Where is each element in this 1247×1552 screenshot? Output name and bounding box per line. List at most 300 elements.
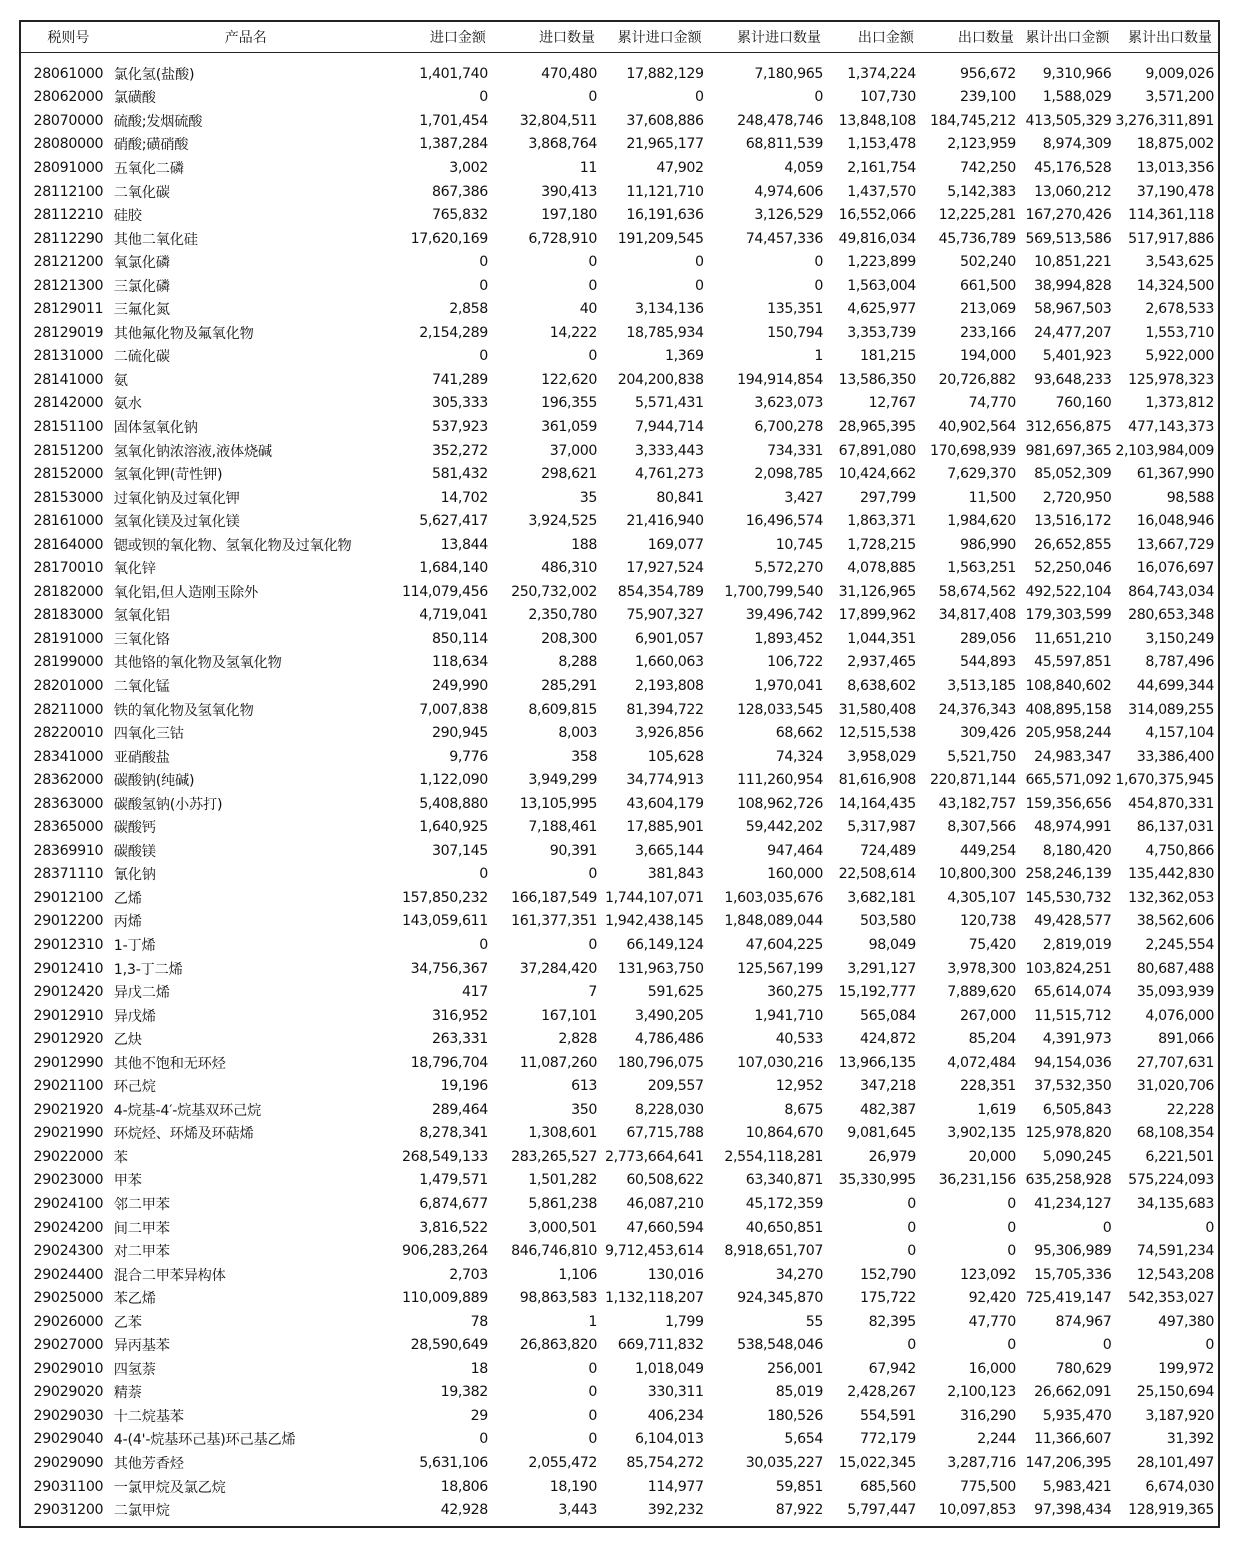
product-name-cell: 碳酸钙 [113, 820, 156, 837]
import-quantity-cell: 3,924,525 [528, 513, 597, 530]
cumulative-import-quantity-cell: 8,675 [784, 1101, 823, 1118]
product-name-cell: 甲苯 [113, 1173, 142, 1190]
cumulative-import-amount-cell: 4,761,273 [635, 466, 704, 483]
import-amount-cell: 765,832 [432, 207, 488, 224]
tariff-code-cell: 28151100 [33, 418, 104, 435]
product-name-cell: 五氧化二磷 [113, 160, 184, 177]
cumulative-import-quantity-cell: 1,700,799,540 [724, 583, 823, 600]
tariff-code-cell: 28164000 [33, 536, 104, 553]
cumulative-import-quantity-cell: 10,745 [775, 536, 823, 553]
cumulative-export-amount-cell: 11,651,210 [1034, 630, 1112, 647]
trade-statistics-table-frame [19, 20, 1220, 1528]
import-quantity-cell: 1,501,282 [528, 1172, 597, 1189]
table-row [27, 345, 1218, 369]
tariff-code-cell: 28121300 [33, 277, 104, 294]
export-amount-cell: 22,508,614 [838, 866, 916, 883]
cumulative-export-quantity-cell: 34,135,683 [1136, 1196, 1214, 1213]
cumulative-export-amount-cell: 5,983,421 [1042, 1478, 1112, 1495]
tariff-code-cell: 28131000 [33, 348, 104, 365]
tariff-code-cell: 29012100 [33, 889, 104, 906]
tariff-code-cell: 29012410 [33, 960, 104, 977]
cumulative-export-amount-cell: 103,824,251 [1025, 960, 1112, 977]
import-amount-cell: 316,952 [432, 1007, 488, 1024]
export-amount-cell: 81,616,908 [838, 772, 916, 789]
product-name-cell: 氧化锌 [113, 561, 156, 578]
import-quantity-cell: 3,443 [558, 1502, 597, 1519]
export-amount-cell: 13,586,350 [838, 371, 916, 388]
export-amount-cell: 15,022,345 [838, 1455, 916, 1472]
product-name-cell: 氯化氢(盐酸) [113, 66, 195, 83]
import-quantity-cell: 0 [588, 254, 597, 271]
tariff-code-cell: 28070000 [33, 112, 104, 129]
tariff-code-cell: 29031100 [33, 1478, 104, 1495]
cumulative-import-amount-cell: 114,977 [647, 1478, 704, 1495]
export-amount-cell: 0 [907, 1196, 916, 1213]
table-row [27, 109, 1218, 133]
tariff-code-cell: 28191000 [33, 630, 104, 647]
cumulative-import-amount-cell: 3,134,136 [635, 301, 704, 318]
cumulative-import-quantity-cell: 74,324 [775, 748, 823, 765]
product-name-cell: 氯磺酸 [113, 90, 156, 107]
export-amount-cell: 15,192,777 [838, 984, 916, 1001]
cumulative-export-amount-cell: 37,532,350 [1034, 1078, 1112, 1095]
cumulative-import-amount-cell: 381,843 [647, 866, 704, 883]
tariff-code-cell: 29012990 [33, 1054, 104, 1071]
export-amount-cell: 1,153,478 [847, 136, 916, 153]
import-quantity-cell: 7,188,461 [528, 819, 597, 836]
header-import-quantity: 进口数量 [539, 30, 595, 46]
export-quantity-cell: 85,204 [968, 1031, 1016, 1048]
cumulative-export-amount-cell: 48,974,991 [1034, 819, 1112, 836]
cumulative-export-quantity-cell: 0 [1205, 1337, 1214, 1354]
cumulative-export-amount-cell: 97,398,434 [1034, 1502, 1112, 1519]
cumulative-export-quantity-cell: 0 [1205, 1219, 1214, 1236]
cumulative-import-quantity-cell: 55 [805, 1313, 823, 1330]
cumulative-import-quantity-cell: 128,033,545 [737, 701, 823, 718]
cumulative-export-quantity-cell: 12,543,208 [1136, 1266, 1214, 1283]
import-quantity-cell: 283,265,527 [511, 1148, 597, 1165]
export-amount-cell: 35,330,995 [838, 1172, 916, 1189]
export-quantity-cell: 289,056 [960, 630, 1016, 647]
table-row [27, 674, 1218, 698]
product-name-cell: 氢氧化铝 [113, 608, 170, 625]
tariff-code-cell: 29024100 [33, 1196, 104, 1213]
table-row [27, 1334, 1218, 1358]
export-amount-cell: 482,387 [859, 1101, 916, 1118]
import-quantity-cell: 90,391 [549, 842, 597, 859]
cumulative-import-amount-cell: 2,773,664,641 [605, 1148, 704, 1165]
export-quantity-cell: 220,871,144 [930, 772, 1016, 789]
export-quantity-cell: 0 [1007, 1196, 1016, 1213]
cumulative-export-amount-cell: 10,851,221 [1034, 254, 1112, 271]
table-row [27, 462, 1218, 486]
export-quantity-cell: 775,500 [960, 1478, 1016, 1495]
product-name-cell: 其他芳香烃 [113, 1456, 184, 1473]
tariff-code-cell: 28182000 [33, 583, 104, 600]
table-row [27, 533, 1218, 557]
export-quantity-cell: 5,142,383 [947, 183, 1016, 200]
import-quantity-cell: 470,480 [541, 65, 597, 82]
import-amount-cell: 143,059,611 [402, 913, 488, 930]
product-name-cell: 氨水 [113, 396, 142, 413]
export-quantity-cell: 3,287,716 [947, 1455, 1016, 1472]
cumulative-export-amount-cell: 492,522,104 [1025, 583, 1112, 600]
cumulative-export-quantity-cell: 16,048,946 [1136, 513, 1214, 530]
product-name-cell: 一氯甲烷及氯乙烷 [113, 1479, 226, 1496]
export-quantity-cell: 5,521,750 [947, 748, 1016, 765]
cumulative-import-amount-cell: 17,927,524 [626, 560, 704, 577]
tariff-code-cell: 28061000 [33, 65, 104, 82]
import-quantity-cell: 358 [571, 748, 597, 765]
cumulative-export-amount-cell: 85,052,309 [1034, 466, 1112, 483]
tariff-code-cell: 29021100 [33, 1078, 104, 1095]
import-quantity-cell: 37,000 [549, 442, 597, 459]
export-amount-cell: 724,489 [859, 842, 916, 859]
cumulative-import-amount-cell: 2,193,808 [635, 677, 704, 694]
table-row [27, 910, 1218, 934]
header-export-quantity: 出口数量 [957, 30, 1014, 46]
cumulative-import-amount-cell: 3,333,443 [635, 442, 704, 459]
export-amount-cell: 13,966,135 [838, 1054, 916, 1071]
cumulative-export-amount-cell: 52,250,046 [1034, 560, 1112, 577]
cumulative-import-amount-cell: 3,490,205 [635, 1007, 704, 1024]
import-amount-cell: 289,464 [432, 1101, 488, 1118]
export-quantity-cell: 12,225,281 [938, 207, 1016, 224]
cumulative-export-quantity-cell: 5,922,000 [1145, 348, 1214, 365]
export-quantity-cell: 75,420 [968, 937, 1016, 953]
cumulative-export-quantity-cell: 575,224,093 [1128, 1172, 1214, 1189]
header-product-name: 产品名 [224, 30, 267, 46]
export-quantity-cell: 228,351 [960, 1078, 1016, 1095]
cumulative-export-quantity-cell: 4,157,104 [1145, 725, 1214, 742]
table-row [27, 1404, 1218, 1428]
header-spacer [27, 52, 1218, 62]
export-amount-cell: 26,979 [868, 1148, 916, 1165]
cumulative-import-quantity-cell: 30,035,227 [745, 1455, 823, 1472]
cumulative-export-amount-cell: 413,505,329 [1025, 112, 1112, 129]
cumulative-export-quantity-cell: 477,143,373 [1128, 418, 1214, 435]
table-row [27, 1381, 1218, 1405]
export-amount-cell: 3,682,181 [847, 889, 916, 906]
cumulative-import-quantity-cell: 256,001 [767, 1360, 823, 1377]
import-amount-cell: 118,634 [432, 654, 488, 671]
tariff-code-cell: 29031200 [33, 1502, 104, 1519]
cumulative-import-quantity-cell: 85,019 [775, 1384, 823, 1401]
tariff-code-cell: 28211000 [33, 701, 104, 718]
cumulative-export-amount-cell: 179,303,599 [1025, 607, 1112, 624]
cumulative-export-quantity-cell: 864,743,034 [1128, 583, 1214, 600]
cumulative-import-amount-cell: 4,786,486 [635, 1031, 704, 1048]
import-amount-cell: 2,703 [449, 1266, 488, 1283]
table-row [27, 1051, 1218, 1075]
tariff-code-cell: 28112100 [33, 183, 104, 200]
header-export-amount: 出口金额 [857, 30, 914, 46]
import-amount-cell: 8,278,341 [419, 1125, 488, 1142]
product-name-cell: 氧化铝,但人造刚玉除外 [113, 584, 258, 601]
cumulative-import-quantity-cell: 16,496,574 [745, 513, 823, 530]
import-amount-cell: 2,858 [449, 301, 488, 318]
cumulative-export-amount-cell: 258,246,139 [1025, 866, 1112, 883]
export-amount-cell: 2,161,754 [847, 159, 916, 176]
import-amount-cell: 537,923 [432, 418, 488, 435]
product-name-cell: 二氧化碳 [113, 184, 170, 201]
cumulative-import-quantity-cell: 68,811,539 [745, 136, 823, 153]
cumulative-import-quantity-cell: 924,345,870 [737, 1290, 823, 1307]
header-tariff-code: 税则号 [47, 30, 90, 46]
table-body [27, 52, 1218, 1522]
tariff-code-cell: 28220010 [33, 725, 104, 742]
table-row [27, 1310, 1218, 1334]
cumulative-export-amount-cell: 125,978,820 [1025, 1125, 1112, 1142]
export-quantity-cell: 742,250 [960, 159, 1016, 176]
cumulative-import-quantity-cell: 4,974,606 [754, 183, 823, 200]
cumulative-export-amount-cell: 2,720,950 [1042, 489, 1112, 506]
cumulative-import-quantity-cell: 12,952 [775, 1078, 823, 1095]
table-row [27, 651, 1218, 675]
cumulative-export-quantity-cell: 1,373,812 [1145, 395, 1214, 412]
import-amount-cell: 28,590,649 [410, 1337, 488, 1354]
cumulative-import-amount-cell: 105,628 [647, 748, 704, 765]
cumulative-export-quantity-cell: 44,699,344 [1136, 677, 1214, 694]
cumulative-export-quantity-cell: 3,571,200 [1145, 89, 1214, 106]
import-quantity-cell: 486,310 [541, 560, 597, 577]
table-row [27, 1216, 1218, 1240]
import-amount-cell: 0 [479, 1431, 488, 1448]
export-quantity-cell: 10,097,853 [938, 1502, 1016, 1519]
tariff-code-cell: 28369910 [33, 842, 104, 859]
export-quantity-cell: 92,420 [968, 1290, 1016, 1307]
cumulative-import-quantity-cell: 87,922 [775, 1502, 823, 1519]
cumulative-import-amount-cell: 67,715,788 [626, 1125, 704, 1142]
import-amount-cell: 1,387,284 [419, 136, 488, 153]
cumulative-import-quantity-cell: 59,442,202 [745, 819, 823, 836]
tariff-code-cell: 29029030 [33, 1407, 104, 1424]
product-name-cell: 硫酸;发烟硫酸 [113, 113, 203, 130]
cumulative-import-amount-cell: 0 [694, 254, 704, 271]
cumulative-export-amount-cell: 159,356,656 [1025, 795, 1112, 812]
cumulative-import-amount-cell: 854,354,789 [617, 583, 704, 600]
cumulative-export-amount-cell: 0 [1102, 1219, 1112, 1236]
cumulative-import-amount-cell: 66,149,124 [626, 937, 704, 953]
import-quantity-cell: 161,377,351 [511, 913, 597, 930]
cumulative-export-amount-cell: 2,819,019 [1042, 937, 1112, 953]
export-quantity-cell: 45,736,789 [938, 230, 1016, 247]
product-name-cell: 铁的氧化物及氢氧化物 [113, 702, 254, 719]
tariff-code-cell: 28365000 [33, 819, 104, 836]
table-row [27, 886, 1218, 910]
product-name-cell: 其他氟化物及氟氧化物 [113, 325, 254, 342]
product-name-cell: 混合二甲苯异构体 [113, 1267, 226, 1284]
import-amount-cell: 19,382 [440, 1384, 488, 1401]
header-cumulative-import-quantity: 累计进口数量 [736, 30, 821, 46]
table-row [27, 839, 1218, 863]
export-quantity-cell: 4,072,484 [947, 1054, 1016, 1071]
cumulative-export-amount-cell: 65,614,074 [1034, 984, 1112, 1001]
import-quantity-cell: 0 [588, 866, 597, 883]
tariff-code-cell: 28201000 [33, 677, 104, 694]
export-amount-cell: 9,081,645 [847, 1125, 916, 1142]
header-cumulative-import-amount: 累计进口金额 [617, 30, 702, 46]
import-amount-cell: 0 [479, 277, 488, 294]
product-name-cell: 硅胶 [113, 208, 142, 225]
import-quantity-cell: 846,746,810 [511, 1243, 597, 1260]
header-cumulative-export-quantity: 累计出口数量 [1128, 30, 1212, 46]
cumulative-export-quantity-cell: 14,324,500 [1136, 277, 1214, 294]
table-row [27, 768, 1218, 792]
product-name-cell: 1-丁烯 [113, 938, 156, 954]
table-row [27, 580, 1218, 604]
table-row [27, 1027, 1218, 1051]
cumulative-import-quantity-cell: 7,180,965 [754, 65, 823, 82]
cumulative-import-quantity-cell: 68,662 [775, 725, 823, 742]
cumulative-import-quantity-cell: 39,496,742 [745, 607, 823, 624]
cumulative-export-amount-cell: 26,662,091 [1034, 1384, 1112, 1401]
tariff-code-cell: 28363000 [33, 795, 104, 812]
import-amount-cell: 290,945 [432, 725, 488, 742]
product-name-cell: 氢氧化钾(苛性钾) [113, 467, 223, 484]
import-quantity-cell: 2,055,472 [528, 1455, 597, 1472]
tariff-code-cell: 29029010 [33, 1360, 104, 1377]
export-quantity-cell: 1,563,251 [947, 560, 1016, 577]
export-quantity-cell: 239,100 [960, 89, 1016, 106]
export-quantity-cell: 20,726,882 [938, 371, 1016, 388]
tariff-code-cell: 29029090 [33, 1455, 104, 1472]
export-quantity-cell: 58,674,562 [938, 583, 1016, 600]
tariff-code-cell: 29024400 [33, 1266, 104, 1283]
import-quantity-cell: 122,620 [541, 371, 597, 388]
product-name-cell: 异戊二烯 [113, 985, 170, 1002]
cumulative-export-quantity-cell: 25,150,694 [1136, 1384, 1214, 1401]
cumulative-export-amount-cell: 147,206,395 [1025, 1455, 1112, 1472]
cumulative-export-quantity-cell: 68,108,354 [1136, 1125, 1214, 1142]
cumulative-export-amount-cell: 145,530,732 [1025, 889, 1112, 906]
import-amount-cell: 78 [470, 1313, 488, 1330]
cumulative-import-quantity-cell: 3,126,529 [754, 207, 823, 224]
import-quantity-cell: 1 [588, 1313, 597, 1330]
tariff-code-cell: 28371110 [33, 866, 104, 883]
export-amount-cell: 772,179 [859, 1431, 916, 1448]
tariff-code-cell: 29012310 [33, 937, 104, 953]
cumulative-import-amount-cell: 1,369 [664, 348, 704, 365]
cumulative-import-quantity-cell: 2,554,118,281 [724, 1148, 823, 1165]
cumulative-export-quantity-cell: 35,093,939 [1136, 984, 1214, 1001]
cumulative-import-quantity-cell: 135,351 [767, 301, 823, 318]
cumulative-import-amount-cell: 81,394,722 [626, 701, 704, 718]
cumulative-import-amount-cell: 131,963,750 [617, 960, 704, 977]
cumulative-import-amount-cell: 47,660,594 [626, 1219, 704, 1236]
import-amount-cell: 5,627,417 [419, 513, 488, 530]
tariff-code-cell: 29022000 [33, 1148, 104, 1165]
export-quantity-cell: 74,770 [968, 395, 1016, 412]
cumulative-export-quantity-cell: 454,870,331 [1128, 795, 1214, 812]
cumulative-import-amount-cell: 130,016 [647, 1266, 704, 1283]
product-name-cell: 氨 [113, 372, 128, 389]
import-quantity-cell: 0 [588, 277, 597, 294]
export-quantity-cell: 7,629,370 [947, 466, 1016, 483]
export-quantity-cell: 24,376,343 [938, 701, 1016, 718]
export-amount-cell: 67,891,080 [838, 442, 916, 459]
cumulative-export-quantity-cell: 314,089,255 [1128, 701, 1214, 718]
cumulative-import-amount-cell: 16,191,636 [626, 207, 704, 224]
cumulative-import-quantity-cell: 180,526 [767, 1407, 823, 1424]
product-name-cell: 苯 [113, 1149, 128, 1166]
export-amount-cell: 31,580,408 [838, 701, 916, 718]
cumulative-export-amount-cell: 41,234,127 [1034, 1196, 1112, 1213]
product-name-cell: 其他不饱和无环烃 [113, 1055, 226, 1072]
export-quantity-cell: 267,000 [960, 1007, 1016, 1024]
import-amount-cell: 5,408,880 [419, 795, 488, 812]
cumulative-export-quantity-cell: 28,101,497 [1136, 1455, 1214, 1472]
export-amount-cell: 3,291,127 [847, 960, 916, 977]
product-name-cell: 异戊烯 [113, 1008, 156, 1025]
import-quantity-cell: 250,732,002 [511, 583, 597, 600]
cumulative-import-quantity-cell: 8,918,651,707 [724, 1243, 823, 1260]
import-quantity-cell: 361,059 [541, 418, 597, 435]
import-amount-cell: 5,631,106 [419, 1455, 488, 1472]
tariff-code-cell: 28362000 [33, 772, 104, 789]
cumulative-export-quantity-cell: 37,190,478 [1136, 183, 1214, 200]
import-quantity-cell: 35 [579, 489, 597, 506]
cumulative-export-amount-cell: 569,513,586 [1025, 230, 1112, 247]
import-quantity-cell: 197,180 [541, 207, 597, 224]
import-quantity-cell: 3,868,764 [528, 136, 597, 153]
import-amount-cell: 29 [470, 1407, 488, 1424]
product-name-cell: 1,3-丁二烯 [113, 961, 183, 978]
cumulative-export-amount-cell: 49,428,577 [1034, 913, 1112, 930]
import-quantity-cell: 0 [588, 348, 597, 365]
import-quantity-cell: 285,291 [541, 677, 597, 694]
cumulative-export-quantity-cell: 1,553,710 [1145, 324, 1214, 341]
tariff-code-cell: 29012200 [33, 913, 104, 930]
export-quantity-cell: 123,092 [960, 1266, 1016, 1283]
cumulative-import-amount-cell: 60,508,622 [626, 1172, 704, 1189]
cumulative-export-quantity-cell: 8,787,496 [1145, 654, 1214, 671]
product-name-cell: 二氧化锰 [113, 678, 170, 695]
tariff-code-cell: 28129011 [33, 301, 104, 318]
cumulative-import-quantity-cell: 538,548,046 [737, 1337, 823, 1354]
import-quantity-cell: 0 [588, 89, 597, 106]
cumulative-export-amount-cell: 0 [1102, 1337, 1112, 1354]
import-amount-cell: 1,684,140 [419, 560, 488, 577]
table-row [27, 792, 1218, 816]
cumulative-export-quantity-cell: 199,972 [1158, 1360, 1214, 1377]
table-row [27, 1075, 1218, 1099]
export-amount-cell: 3,353,739 [847, 324, 916, 341]
export-quantity-cell: 16,000 [968, 1360, 1016, 1377]
tariff-code-cell: 28142000 [33, 395, 104, 412]
table-row [27, 156, 1218, 180]
cumulative-import-amount-cell: 9,712,453,614 [605, 1243, 704, 1260]
table-row [27, 415, 1218, 439]
cumulative-import-amount-cell: 169,077 [647, 536, 704, 553]
import-quantity-cell: 2,350,780 [528, 607, 597, 624]
cumulative-export-quantity-cell: 13,013,356 [1136, 159, 1214, 176]
import-amount-cell: 17,620,169 [410, 230, 488, 247]
cumulative-export-amount-cell: 11,366,607 [1034, 1431, 1112, 1448]
export-quantity-cell: 3,513,185 [947, 677, 1016, 694]
cumulative-import-quantity-cell: 10,864,670 [745, 1125, 823, 1142]
cumulative-export-quantity-cell: 2,245,554 [1145, 937, 1214, 953]
export-amount-cell: 14,164,435 [838, 795, 916, 812]
import-quantity-cell: 0 [588, 1407, 597, 1424]
tariff-code-cell: 29024200 [33, 1219, 104, 1236]
cumulative-export-amount-cell: 45,176,528 [1034, 159, 1112, 176]
cumulative-export-quantity-cell: 6,221,501 [1145, 1148, 1214, 1165]
cumulative-export-quantity-cell: 4,076,000 [1145, 1007, 1214, 1024]
cumulative-export-quantity-cell: 280,653,348 [1128, 607, 1214, 624]
cumulative-export-amount-cell: 981,697,365 [1025, 442, 1112, 459]
import-quantity-cell: 188 [571, 536, 597, 553]
